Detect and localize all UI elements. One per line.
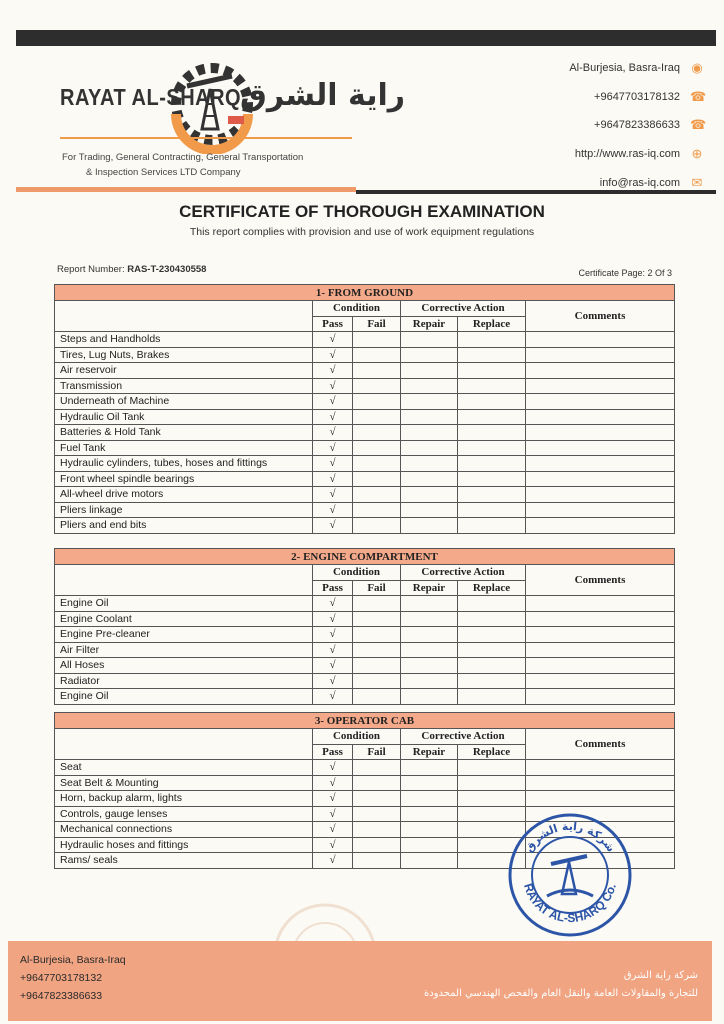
- repair-cell: [401, 363, 458, 379]
- replace-cell: [458, 456, 526, 472]
- pass-check: √: [313, 332, 353, 348]
- repair-cell: [401, 806, 458, 822]
- repair-cell: [401, 673, 458, 689]
- comments-cell: [526, 425, 675, 441]
- tagline-line-1: For Trading, General Contracting, General Transportation: [62, 152, 304, 163]
- replace-header: Replace: [458, 580, 526, 596]
- oil-pump-icon: [547, 856, 593, 896]
- table-row: [55, 440, 675, 456]
- pass-check: √: [313, 471, 353, 487]
- section-title: 1- FROM GROUND: [55, 285, 675, 301]
- comments-cell: [526, 627, 675, 643]
- replace-cell: [458, 332, 526, 348]
- item-name: Engine Coolant: [55, 611, 313, 627]
- pass-check: √: [313, 791, 353, 807]
- repair-header: Repair: [401, 580, 458, 596]
- pass-check: √: [313, 347, 353, 363]
- table-row: [55, 378, 675, 394]
- fail-header: Fail: [353, 316, 401, 332]
- pass-check: √: [313, 611, 353, 627]
- fail-cell: [353, 658, 401, 674]
- repair-cell: [401, 611, 458, 627]
- pass-check: √: [313, 837, 353, 853]
- comments-header: Comments: [526, 301, 675, 332]
- table-row: [55, 518, 675, 534]
- item-name: Front wheel spindle bearings: [55, 471, 313, 487]
- replace-cell: [458, 471, 526, 487]
- pass-check: √: [313, 378, 353, 394]
- table-row: [55, 689, 675, 705]
- replace-header: Replace: [458, 316, 526, 332]
- comments-cell: [526, 409, 675, 425]
- repair-cell: [401, 837, 458, 853]
- table-row: [55, 347, 675, 363]
- repair-cell: [401, 471, 458, 487]
- footer-ar-line-2: للتجارة والمقاولات العامة والنقل العام والفحص الهندسي المحدودة: [424, 988, 698, 999]
- item-name: Batteries & Hold Tank: [55, 425, 313, 441]
- contact-email: info@ras-iq.com ✉: [599, 174, 703, 190]
- location-icon: ◉: [691, 60, 703, 76]
- pass-check: √: [313, 596, 353, 612]
- comments-cell: [526, 456, 675, 472]
- repair-cell: [401, 502, 458, 518]
- fail-cell: [353, 822, 401, 838]
- comments-header: Comments: [526, 729, 675, 760]
- footer-phone-2: +9647823386633: [20, 990, 103, 1002]
- comments-cell: [526, 689, 675, 705]
- stamp-text-ar: شركة راية الشرق: [522, 819, 618, 855]
- tagline-line-2: & Inspection Services LTD Company: [86, 167, 241, 178]
- comments-cell: [526, 502, 675, 518]
- table-row: [55, 487, 675, 503]
- repair-cell: [401, 440, 458, 456]
- comments-cell: [526, 658, 675, 674]
- section-rows: [55, 332, 675, 534]
- repair-cell: [401, 409, 458, 425]
- repair-cell: [401, 487, 458, 503]
- item-name: Engine Pre-cleaner: [55, 627, 313, 643]
- comments-cell: [526, 394, 675, 410]
- repair-cell: [401, 347, 458, 363]
- corrective-action-header: Corrective Action: [401, 565, 526, 581]
- item-name: Engine Oil: [55, 689, 313, 705]
- repair-cell: [401, 853, 458, 869]
- repair-cell: [401, 378, 458, 394]
- header-top-bar: [16, 30, 716, 46]
- repair-cell: [401, 791, 458, 807]
- comments-cell: [526, 471, 675, 487]
- comments-cell: [526, 378, 675, 394]
- table-row: [55, 791, 675, 807]
- item-name: Seat Belt & Mounting: [55, 775, 313, 791]
- repair-header: Repair: [401, 316, 458, 332]
- fail-cell: [353, 791, 401, 807]
- report-number-value: RAS-T-230430558: [127, 264, 207, 275]
- contact-website: http://www.ras-iq.com ⊕: [574, 146, 703, 162]
- replace-cell: [458, 642, 526, 658]
- footer-phone-1: +9647703178132: [20, 972, 103, 984]
- item-name: Hydraulic hoses and fittings: [55, 837, 313, 853]
- replace-cell: [458, 673, 526, 689]
- table-row: [55, 409, 675, 425]
- repair-cell: [401, 425, 458, 441]
- fail-cell: [353, 673, 401, 689]
- replace-cell: [458, 689, 526, 705]
- fail-cell: [353, 837, 401, 853]
- page-footer: [8, 941, 712, 1021]
- footer-contact: [20, 951, 126, 1005]
- header-divider-dark: [356, 190, 716, 194]
- comments-cell: [526, 487, 675, 503]
- company-stamp: [507, 812, 633, 938]
- fail-cell: [353, 853, 401, 869]
- fail-cell: [353, 425, 401, 441]
- truck-icon: [228, 116, 244, 124]
- replace-cell: [458, 627, 526, 643]
- globe-icon: ⊕: [691, 146, 703, 162]
- replace-cell: [458, 791, 526, 807]
- table-row: [55, 627, 675, 643]
- item-name: Tires, Lug Nuts, Brakes: [55, 347, 313, 363]
- item-name: Transmission: [55, 378, 313, 394]
- replace-cell: [458, 347, 526, 363]
- pass-check: √: [313, 425, 353, 441]
- replace-cell: [458, 611, 526, 627]
- item-name: Radiator: [55, 673, 313, 689]
- replace-cell: [458, 596, 526, 612]
- footer-address: Al-Burjesia, Basra-Iraq: [20, 954, 126, 966]
- fail-cell: [353, 642, 401, 658]
- pass-check: √: [313, 394, 353, 410]
- company-name-ar: راية الشرق: [240, 78, 406, 113]
- replace-cell: [458, 760, 526, 776]
- pass-check: √: [313, 627, 353, 643]
- repair-cell: [401, 332, 458, 348]
- table-row: [55, 596, 675, 612]
- item-name: Air reservoir: [55, 363, 313, 379]
- fail-header: Fail: [353, 744, 401, 760]
- table-row: [55, 502, 675, 518]
- item-name: Horn, backup alarm, lights: [55, 791, 313, 807]
- fail-cell: [353, 611, 401, 627]
- pass-check: √: [313, 487, 353, 503]
- comments-cell: [526, 518, 675, 534]
- condition-header: Condition: [313, 565, 401, 581]
- table-row: [55, 642, 675, 658]
- fail-cell: [353, 332, 401, 348]
- certificate-page: Certificate Page: 2 Of 3: [578, 268, 672, 278]
- comments-cell: [526, 775, 675, 791]
- pass-check: √: [313, 456, 353, 472]
- repair-cell: [401, 642, 458, 658]
- item-name: Mechanical connections: [55, 822, 313, 838]
- pass-check: √: [313, 658, 353, 674]
- comments-cell: [526, 596, 675, 612]
- repair-cell: [401, 456, 458, 472]
- corrective-action-header: Corrective Action: [401, 301, 526, 317]
- table-row: [55, 425, 675, 441]
- fail-cell: [353, 394, 401, 410]
- fail-cell: [353, 347, 401, 363]
- repair-cell: [401, 596, 458, 612]
- item-name: All Hoses: [55, 658, 313, 674]
- pass-check: √: [313, 806, 353, 822]
- pass-check: √: [313, 409, 353, 425]
- replace-cell: [458, 502, 526, 518]
- item-name: Underneath of Machine: [55, 394, 313, 410]
- fail-cell: [353, 409, 401, 425]
- fail-cell: [353, 456, 401, 472]
- repair-header: Repair: [401, 744, 458, 760]
- pass-check: √: [313, 775, 353, 791]
- corrective-action-header: Corrective Action: [401, 729, 526, 745]
- header-divider-orange: [16, 187, 356, 192]
- table-row: [55, 471, 675, 487]
- fail-cell: [353, 518, 401, 534]
- table-row: [55, 611, 675, 627]
- comments-cell: [526, 791, 675, 807]
- item-name: Fuel Tank: [55, 440, 313, 456]
- fail-header: Fail: [353, 580, 401, 596]
- fail-cell: [353, 760, 401, 776]
- phone-icon: ☎: [690, 117, 707, 133]
- contact-phone-1: +9647703178132 ☎: [594, 88, 707, 104]
- fail-cell: [353, 440, 401, 456]
- repair-cell: [401, 760, 458, 776]
- replace-cell: [458, 487, 526, 503]
- table-row: [55, 456, 675, 472]
- table-row: [55, 760, 675, 776]
- comments-header: Comments: [526, 565, 675, 596]
- item-name: Pliers and end bits: [55, 518, 313, 534]
- fail-cell: [353, 596, 401, 612]
- pass-check: √: [313, 689, 353, 705]
- repair-cell: [401, 518, 458, 534]
- pass-check: √: [313, 673, 353, 689]
- condition-header: Condition: [313, 729, 401, 745]
- pass-check: √: [313, 518, 353, 534]
- pass-check: √: [313, 440, 353, 456]
- section-table-engine-compartment: [54, 548, 675, 705]
- replace-cell: [458, 378, 526, 394]
- footer-ar-line-1: شركة راية الشرق: [623, 970, 698, 981]
- pass-header: Pass: [313, 316, 353, 332]
- fail-cell: [353, 689, 401, 705]
- repair-cell: [401, 658, 458, 674]
- repair-cell: [401, 775, 458, 791]
- table-row: [55, 332, 675, 348]
- item-name: Steps and Handholds: [55, 332, 313, 348]
- comments-cell: [526, 611, 675, 627]
- section-table-from-ground: [54, 284, 675, 534]
- replace-cell: [458, 425, 526, 441]
- table-row: [55, 775, 675, 791]
- item-name: Engine Oil: [55, 596, 313, 612]
- certificate-title: CERTIFICATE OF THOROUGH EXAMINATION: [179, 202, 545, 221]
- contact-address: Al-Burjesia, Basra-Iraq ◉: [569, 60, 703, 76]
- item-name: Hydraulic Oil Tank: [55, 409, 313, 425]
- replace-cell: [458, 409, 526, 425]
- fail-cell: [353, 378, 401, 394]
- replace-cell: [458, 658, 526, 674]
- replace-cell: [458, 775, 526, 791]
- fail-cell: [353, 806, 401, 822]
- comments-cell: [526, 347, 675, 363]
- report-number: Report Number: RAS-T-230430558: [57, 264, 207, 275]
- comments-cell: [526, 440, 675, 456]
- fail-cell: [353, 502, 401, 518]
- comments-cell: [526, 332, 675, 348]
- fail-cell: [353, 487, 401, 503]
- company-tagline: [62, 150, 362, 180]
- pass-check: √: [313, 760, 353, 776]
- phone-icon: ☎: [690, 88, 707, 104]
- contact-phone-2: +9647823386633 ☎: [594, 117, 707, 133]
- repair-cell: [401, 627, 458, 643]
- mail-icon: ✉: [691, 174, 703, 190]
- replace-cell: [458, 394, 526, 410]
- item-name: Pliers linkage: [55, 502, 313, 518]
- condition-header: Condition: [313, 301, 401, 317]
- pass-check: √: [313, 642, 353, 658]
- replace-cell: [458, 518, 526, 534]
- comments-cell: [526, 760, 675, 776]
- section-rows: [55, 596, 675, 705]
- replace-header: Replace: [458, 744, 526, 760]
- comments-cell: [526, 673, 675, 689]
- table-row: [55, 673, 675, 689]
- table-row: [55, 658, 675, 674]
- fail-cell: [353, 363, 401, 379]
- fail-cell: [353, 627, 401, 643]
- footer-company-ar: [424, 967, 698, 1003]
- company-name-en: RAYAT AL-SHARQ: [60, 85, 242, 111]
- certificate-subtitle: This report complies with provision and use of work equipment regulations: [189, 226, 535, 238]
- fail-cell: [353, 471, 401, 487]
- item-name: Air Filter: [55, 642, 313, 658]
- item-name: Hydraulic cylinders, tubes, hoses and fittings: [55, 456, 313, 472]
- item-name: Controls, gauge lenses: [55, 806, 313, 822]
- comments-cell: [526, 363, 675, 379]
- pass-check: √: [313, 822, 353, 838]
- comments-cell: [526, 642, 675, 658]
- item-name: Seat: [55, 760, 313, 776]
- contact-block: [569, 54, 707, 197]
- replace-cell: [458, 440, 526, 456]
- table-row: [55, 394, 675, 410]
- pass-check: √: [313, 502, 353, 518]
- repair-cell: [401, 394, 458, 410]
- repair-cell: [401, 822, 458, 838]
- item-name: Rams/ seals: [55, 853, 313, 869]
- pass-header: Pass: [313, 744, 353, 760]
- item-name: All-wheel drive motors: [55, 487, 313, 503]
- table-row: [55, 363, 675, 379]
- repair-cell: [401, 689, 458, 705]
- section-title: 3- OPERATOR CAB: [55, 713, 675, 729]
- section-title: 2- ENGINE COMPARTMENT: [55, 549, 675, 565]
- pass-header: Pass: [313, 580, 353, 596]
- pass-check: √: [313, 363, 353, 379]
- replace-cell: [458, 363, 526, 379]
- pass-check: √: [313, 853, 353, 869]
- stamp-text-en: RAYAT AL-SHARQ Co.: [521, 881, 619, 926]
- fail-cell: [353, 775, 401, 791]
